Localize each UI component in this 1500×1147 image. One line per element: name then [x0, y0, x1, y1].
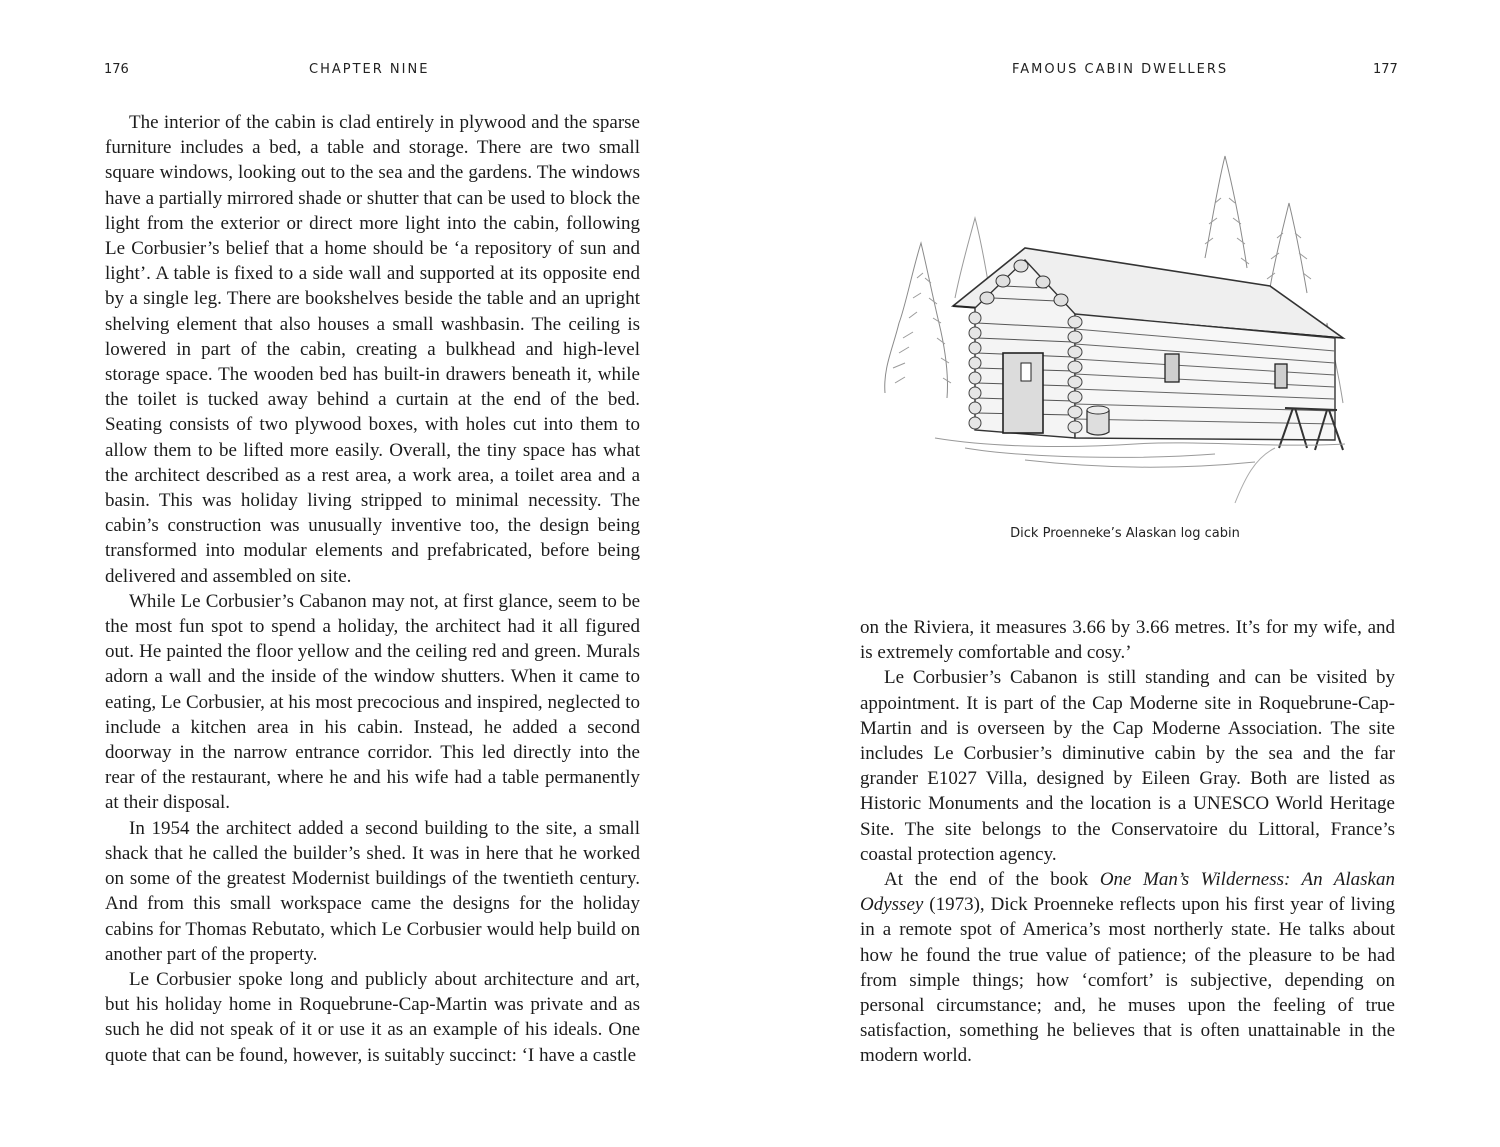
body-text: [105, 110, 640, 1068]
paragraph: [860, 867, 1395, 1069]
log-cabin-illustration: [875, 148, 1350, 513]
running-head: FAMOUS CABIN DWELLERS: [1012, 62, 1229, 77]
paragraph: In 1954 the architect added a second building to the site, a small shack that he called the builder’s shed. It was in here that he worked on some of the greatest Modernist buildings of the twentieth century. And from this small workspace came the designs for the holiday cabins for Thomas Rebutato, which Le Corbusier would help build on another part of the property.: [105, 817, 640, 965]
paragraph-text: At the end of the book: [884, 869, 1100, 891]
page-number: 176: [104, 62, 129, 77]
paragraph: The interior of the cabin is clad entirely in plywood and the sparse furniture includes a bed, a table and storage. There are two small square windows, looking out to the sea and the gardens. The windows have a partially mirrored shade or shutter that can be used to block the light from the exterior or direct more light into the cabin, following Le Corbusier’s belief that a home should be ‘a repository of sun and light’. A table is fixed to a side wall and supported at its opposite end by a single leg. There are bookshelves beside the table and an upright shelving element that also houses a small washbasin. The ceiling is lowered in part of the cabin, creating a bulkhead and high-level storage space. The wooden bed has built-in drawers beneath it, while the toilet is tucked away behind a curtain at the end of the bed. Seating consists of two plywood boxes, with holes cut into them to allow them to be lifted more easily. Overall, the tiny space has what the architect described as a rest area, a work area, a toilet area and a basin. This was holiday living stripped to minimal necessity. The cabin’s construction was unusually inventive too, the design being transformed into modular elements and prefabricated, before being delivered and assembled on site.: [105, 112, 640, 587]
figure-caption: Dick Proenneke’s Alaskan log cabin: [1010, 526, 1240, 541]
paragraph: Le Corbusier spoke long and publicly about architecture and art, but his holiday home in Roquebrune-Cap-Martin was private and as such he did not speak of it or use it as an example of his ideals. One quote that can be found, however, is suitably succinct: ‘I have a castle: [105, 968, 640, 1066]
paragraph: on the Riviera, it measures 3.66 by 3.66 metres. It’s for my wife, and is extremely comfortable and cosy.’: [860, 617, 1395, 664]
body-text: [860, 615, 1395, 1069]
paragraph: Le Corbusier’s Cabanon is still standing and can be visited by appointment. It is part of the Cap Moderne site in Roquebrune-Cap-Martin and is overseen by the Cap Moderne Association. The site includes Le Corbusier’s diminutive cabin by the sea and the far grander E1027 Villa, designed by Eileen Gray. Both are listed as Historic Monuments and the location is a UNESCO World Heritage Site. The site belongs to the Conservatoire du Littoral, France’s coastal protection agency.: [860, 667, 1395, 865]
page-number: 177: [1373, 62, 1398, 77]
running-head: CHAPTER NINE: [309, 62, 430, 77]
book-title: One Man’s Wilderness: An Alaskan Odyssey: [860, 869, 1395, 916]
right-page: [750, 0, 1500, 1147]
paragraph: While Le Corbusier’s Cabanon may not, at first glance, seem to be the most fun spot to spend a holiday, the architect had it all figured out. He painted the floor yellow and the ceiling red and green. Murals adorn a wall and the inside of the window shutters. When it came to eating, Le Corbusier, at his most precocious and inspired, neglected to include a kitchen area in his cabin. Instead, he added a second doorway in the narrow entrance corridor. This led directly into the rear of the restaurant, where he and his wife had a table permanently at their disposal.: [105, 590, 640, 814]
paragraph-text: (1973), Dick Proenneke reflects upon his first year of living in a remote spot of America’s most northerly state. He talks about how he found the true value of patience; of the pleasure to be had from simple things; how ‘comfort’ is subjective, depending on personal circumstance; and, he muses upon the feeling of true satisfaction, something he believes that is often unattainable in the modern world.: [860, 894, 1395, 1067]
